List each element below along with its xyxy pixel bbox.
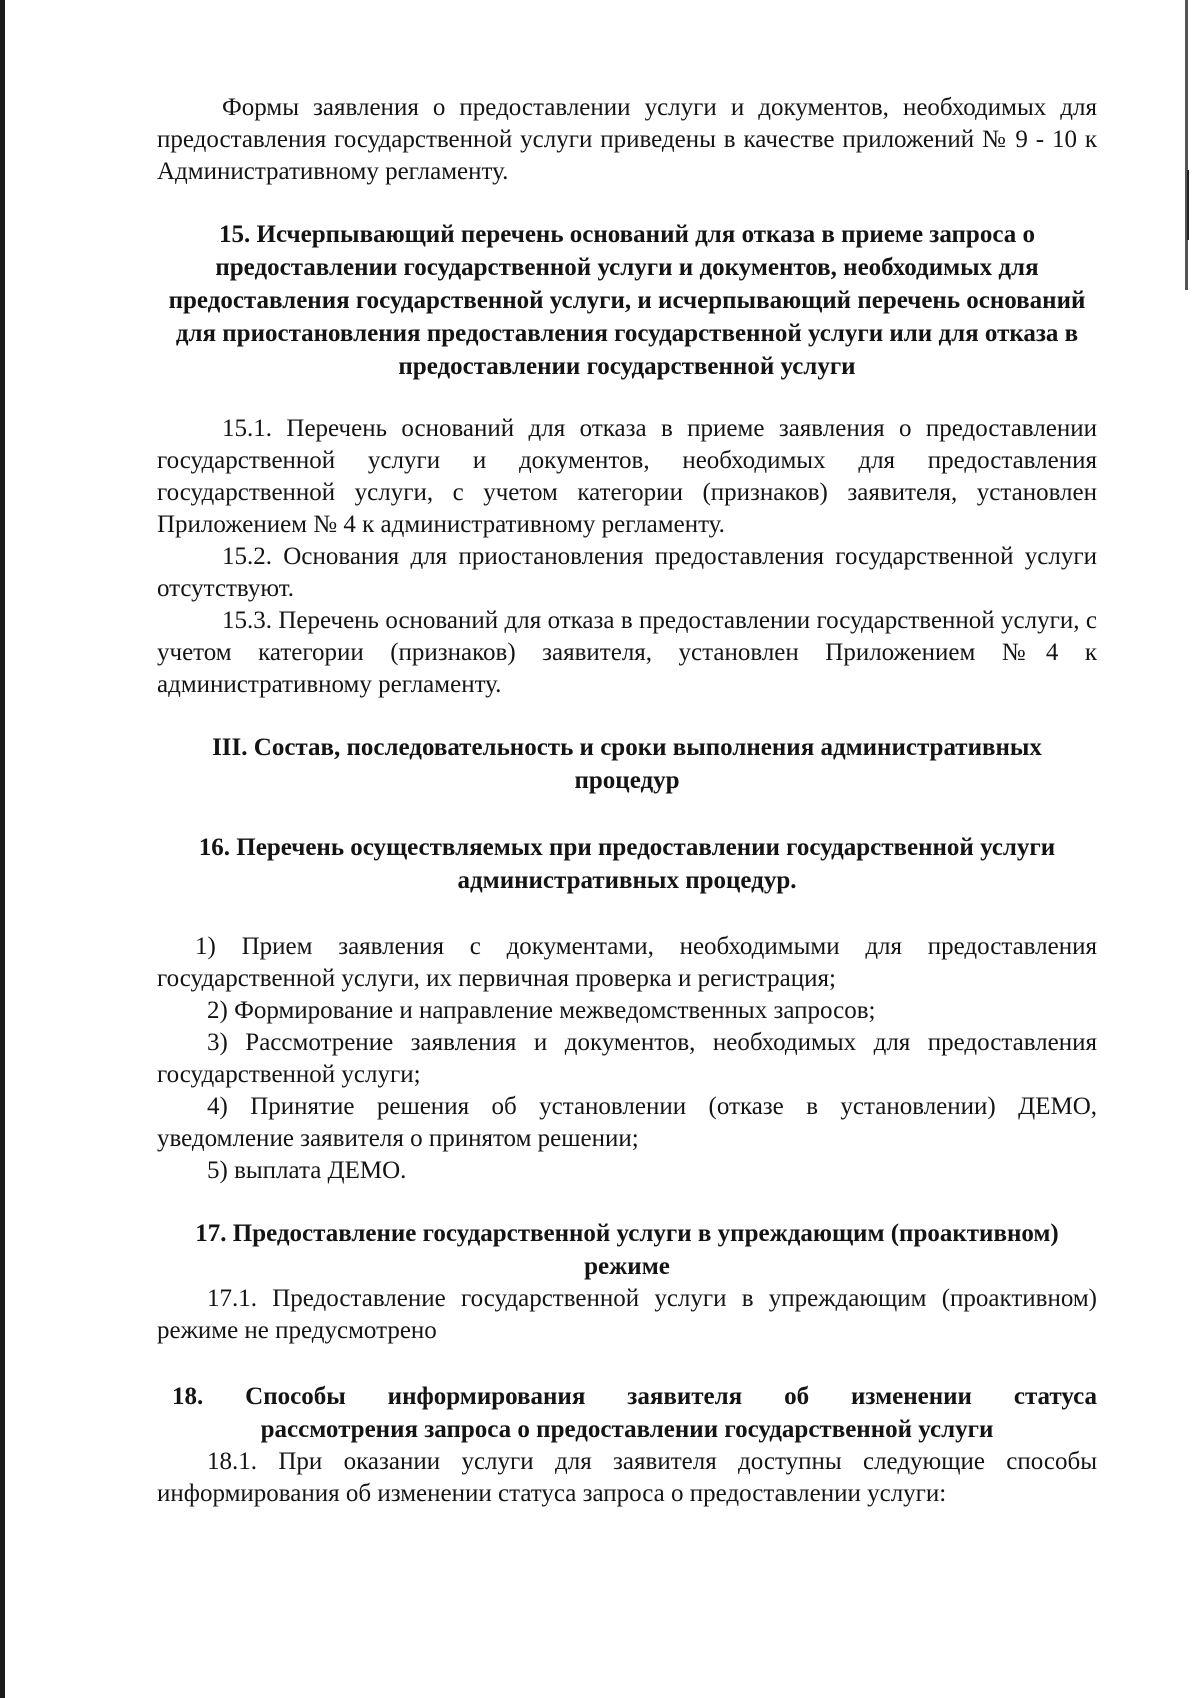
section-18-1-paragraph: 18.1. При оказании услуги для заявителя доступны следующие способы информирования об изменении статуса запроса о предоставлении услуги: <box>157 1448 1097 1507</box>
section-16-heading: 16. Перечень осуществляемых при предоставлении государственной услуги административных процедур. <box>198 834 1056 894</box>
document-body <box>157 92 1097 1510</box>
list-item-3: 3) Рассмотрение заявления и документов, необходимых для предоставления государственной услуги; <box>157 1029 1097 1088</box>
list-item-1: 1) Прием заявления с документами, необходимыми для предоставления государственной услуги, их первичная проверка и регистрация; <box>157 933 1097 992</box>
section-15-1-paragraph: 15.1. Перечень оснований для отказа в приеме заявления о предоставлении государственной услуги и документов, необходимых для предоставления государственной услуги, с учетом категории (признаков) заявителя, установлен Приложением № 4 к административному регламенту. <box>157 415 1097 538</box>
scan-edge-right-mark <box>1187 170 1189 240</box>
part-3-heading: III. Состав, последовательность и сроки выполнения административных процедур <box>212 734 1042 794</box>
intro-paragraph: Формы заявления о предоставлении услуги и документов, необходимых для предоставления государственной услуги приведены в качестве приложений № 9 - 10 к Административному регламенту. <box>157 94 1097 185</box>
list-item-5: 5) выплата ДЕМО. <box>207 1157 407 1184</box>
list-item-2: 2) Формирование и направление межведомственных запросов; <box>207 997 876 1024</box>
section-15-3-paragraph: 15.3. Перечень оснований для отказа в предоставлении государственной услуги, с учетом категории (признаков) заявителя, установлен Приложением №4 к административному регламенту. <box>157 607 1097 698</box>
section-15-heading: 15. Исчерпывающий перечень оснований для отказа в приеме запроса о предоставлении государственной услуги и документов, необходимых для предоставления государственной услуги, и исчерпывающий перечень оснований для приостановления предоставления государственной услуги или для отказа в предоставлении государственной услуги <box>168 221 1086 380</box>
scan-edge-left <box>0 0 5 1698</box>
section-18-heading-line-2: рассмотрения запроса о предоставлении государственной услуги <box>260 1416 994 1443</box>
section-15-2-paragraph: 15.2. Основания для приостановления предоставления государственной услуги отсутствуют. <box>157 543 1097 602</box>
section-18-heading-line-1: 18. Способы информирования заявителя об изменении статуса <box>172 1383 1097 1410</box>
scan-edge-right <box>1185 0 1188 290</box>
section-17-heading: 17. Предоставление государственной услуги в упреждающим (проактивном) режиме <box>195 1220 1059 1280</box>
section-17-1-paragraph: 17.1. Предоставление государственной услуги в упреждающим (проактивном) режиме не предусмотрено <box>157 1285 1097 1344</box>
list-item-4: 4) Принятие решения об установлении (отказе в установлении) ДЕМО, уведомление заявителя о принятом решении; <box>157 1093 1097 1152</box>
